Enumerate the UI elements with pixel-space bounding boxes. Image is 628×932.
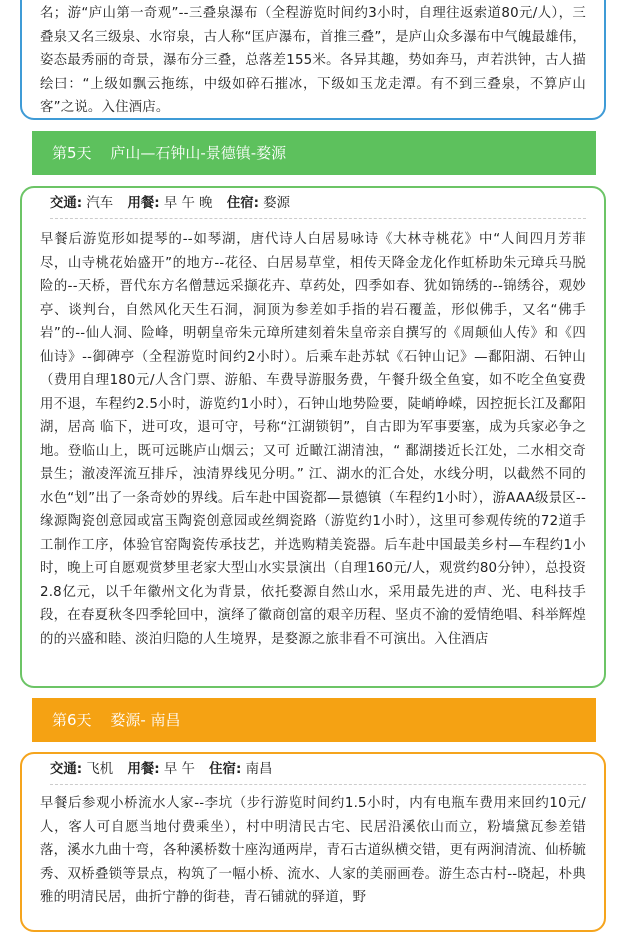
day5-route: 庐山—石钟山-景德镇-婺源	[110, 144, 287, 162]
meals-label: 用餐:	[127, 196, 160, 211]
meals-value: 早 午	[163, 762, 195, 777]
meals-value: 早 午 晚	[163, 196, 213, 211]
stay-value: 婺源	[263, 196, 290, 211]
previous-day-description: 名；游“庐山第一奇观”--三叠泉瀑布（全程游览时间约3小时，自理往返索道80元/人），三叠泉又名三级泉、水帘泉，古人称“匡庐瀑布，首推三叠”，是庐山众多瀑布中气魄最雄伟，姿态最秀丽的奇景，瀑布分三叠，总落差155米。各异其趣，势如奔马，声若洪钟，古人描绘曰：“上级如飘云拖练，中级如碎石摧冰，下级如玉龙走潭。有不到三叠泉，不算庐山客”之说。入住酒店。	[40, 6, 586, 115]
day5-header-bar	[32, 131, 596, 175]
day6-label: 第6天	[52, 711, 92, 729]
meals-label: 用餐:	[127, 762, 160, 777]
day5-info-row	[50, 194, 586, 219]
day6-info-row	[50, 760, 586, 785]
stay-label: 住宿:	[209, 762, 242, 777]
day6-card	[20, 752, 606, 932]
stay-label: 住宿:	[226, 196, 259, 211]
stay-value: 南昌	[245, 762, 273, 777]
day5-description: 早餐后游览形如提琴的--如琴湖，唐代诗人白居易咏诗《大林寺桃花》中“人间四月芳菲尽，山寺桃花始盛开”的地方--花径、白居易草堂，相传天降金龙化作虹桥助朱元璋兵马脱险的--天桥，晋代东方名僧慧远采撷花卉、草药处，四季如春、犹如锦绣的--锦绣谷，观妙亭、谈判台，自然风化天生石洞，洞顶为参差如手指的岩石覆盖，形似佛手，又名“佛手岩”的--仙人洞、险峰，明朝皇帝朱元璋所建刻着朱皇帝亲自撰写的《周颠仙人传》和《四仙诗》--御碑亭（全程游览时间约2小时）。后乘车赴苏轼《石钟山记》—鄱阳湖、石钟山（费用自理180元/人含门票、游船、车费导游服务费，午餐升级全鱼宴，如不吃全鱼宴费用不退，车程约2.5小时，游览约1小时），石钟山地势险要，陡峭峥嵘，因控扼长江及鄱阳湖，居高 临下，进可攻，退可守，号称“江湖锁钥”，自古即为军事要塞，成为兵家必争之地。登临山上，既可远眺庐山烟云；又可 近瞰江湖清浊，“ 鄱湖搂近长江处，二水相交奇景生；澈凌浑流互排斥，浊清界线见分明。” 江、湖水的汇合处，水线分明，以截然不同的水色“划”出了一条奇妙的界线。后车赴中国瓷都—景德镇（车程约1小时），游AAA级景区--缘源陶瓷创意园或富玉陶瓷创意园或丝绸瓷路（游览约1小时），这里可参观传统的72道手工制作工序，体验官窑陶瓷传承技艺，并选购精美瓷器。后车赴中国最美乡村—车程约1小时，晚上可自愿观赏梦里老家大型山水实景演出（自理160元/人，观赏约80分钟），总投资2.8亿元，以千年徽州文化为背景，依托婺源自然山水，采用最先进的声、光、电科技手段，在春夏秋冬四季轮回中，演绎了徽商创富的艰辛历程、坚贞不渝的爱情绝唱、科举辉煌的的兴盛和睦、淡泊归隐的人生境界，是婺源之旅非看不可演出。入住酒店	[40, 232, 586, 647]
transport-label: 交通:	[50, 762, 83, 777]
transport-label: 交通:	[50, 196, 83, 211]
day5-label: 第5天	[52, 144, 92, 162]
day6-description: 早餐后参观小桥流水人家--李坑（步行游览时间约1.5小时，内有电瓶车费用来回约10元/人，客人可自愿当地付费乘坐），村中明清民古宅、民居沿溪依山而立，粉墙黛瓦参差错落，溪水九曲十弯，各种溪桥数十座沟通两岸，青石古道纵横交错，更有两涧清流、仙桥毓秀、双桥叠锁等景点，构筑了一幅小桥、流水、人家的美丽画卷。游生态古村--晓起，朴典雅的明清民居，曲折宁静的街巷，青石铺就的驿道，野	[40, 796, 586, 905]
transport-value: 汽车	[86, 196, 114, 211]
previous-day-card	[20, 0, 606, 120]
transport-value: 飞机	[86, 762, 114, 777]
day6-header-bar	[32, 698, 596, 742]
day5-card	[20, 186, 606, 688]
day6-route: 婺源- 南昌	[110, 711, 181, 729]
